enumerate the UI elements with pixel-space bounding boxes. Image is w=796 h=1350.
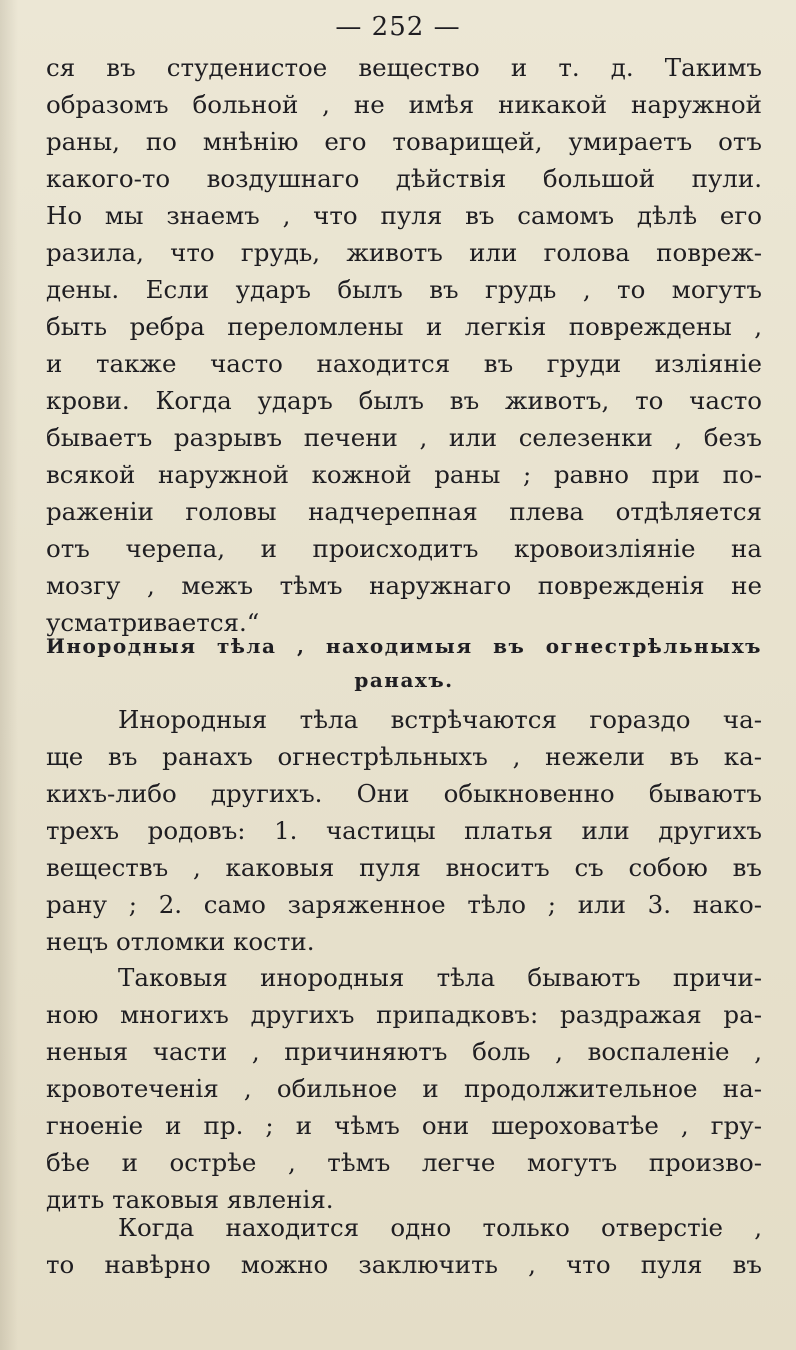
text-line: дены. Если ударъ былъ въ грудь , то могутъ	[46, 275, 762, 304]
text-line: Но мы знаемъ , что пуля въ самомъ дѣлѣ его	[46, 201, 762, 230]
text-line: Инородныя тѣла встрѣчаются гораздо ча-	[118, 705, 762, 734]
text-line: быть ребра переломлены и легкія повреждены ,	[46, 312, 762, 341]
text-line: бываетъ разрывъ печени , или селезенки , безъ	[46, 423, 762, 452]
text-line: нецъ отломки кости.	[46, 927, 315, 956]
text-line: образомъ больной , не имѣя никакой наружной	[46, 90, 762, 119]
page-edge-shadow	[0, 0, 18, 1350]
text-line: разила, что грудь, животъ или голова повреж-	[46, 238, 762, 267]
text-line: мозгу , межъ тѣмъ наружнаго поврежденія не	[46, 571, 762, 600]
text-line: трехъ родовъ: 1. частицы платья или другихъ	[46, 816, 762, 845]
text-line: веществъ , каковыя пуля вноситъ съ собою въ	[46, 853, 762, 882]
text-line: отъ черепа, и происходитъ кровоизліяніе на	[46, 534, 762, 563]
section-heading-line-1: Инородныя тѣла , находимыя въ огнестрѣльныхъ	[46, 634, 762, 658]
text-line: раны, по мнѣнію его товарищей, умираетъ отъ	[46, 127, 762, 156]
page-number: — 252 —	[335, 12, 461, 42]
text-line: ною многихъ другихъ припадковъ: раздражая ра-	[46, 1000, 762, 1029]
text-line: крови. Когда ударъ былъ въ животъ, то часто	[46, 386, 762, 415]
text-line: то навѣрно можно заключить , что пуля въ	[46, 1250, 762, 1279]
text-line: усматривается.“	[46, 608, 260, 637]
text-line: дить таковыя явленія.	[46, 1185, 334, 1214]
text-line: гноеніе и пр. ; и чѣмъ они шероховатѣе , гру-	[46, 1111, 762, 1140]
text-line: и также часто находится въ груди изліяніе	[46, 349, 762, 378]
text-line: бѣе и острѣе , тѣмъ легче могутъ произво-	[46, 1148, 762, 1177]
text-line: ся въ студенистое вещество и т. д. Такимъ	[46, 53, 762, 82]
text-line: Когда находится одно только отверстіе ,	[118, 1213, 762, 1242]
text-line: всякой наружной кожной раны ; равно при по-	[46, 460, 762, 489]
text-line: кровотеченія , обильное и продолжительное на-	[46, 1074, 762, 1103]
text-line: ще въ ранахъ огнестрѣльныхъ , нежели въ ка-	[46, 742, 762, 771]
text-line: какого-то воздушнаго дѣйствія большой пули.	[46, 164, 762, 193]
section-heading-line-2: ранахъ.	[354, 668, 454, 692]
text-line: рану ; 2. само заряженное тѣло ; или 3. нако-	[46, 890, 762, 919]
text-line: раженіи головы надчерепная плева отдѣляется	[46, 497, 762, 526]
text-line: неныя части , причиняютъ боль , воспаленіе ,	[46, 1037, 762, 1066]
text-line: Таковыя инородныя тѣла бываютъ причи-	[118, 963, 762, 992]
text-line: кихъ-либо другихъ. Они обыкновенно бываютъ	[46, 779, 762, 808]
